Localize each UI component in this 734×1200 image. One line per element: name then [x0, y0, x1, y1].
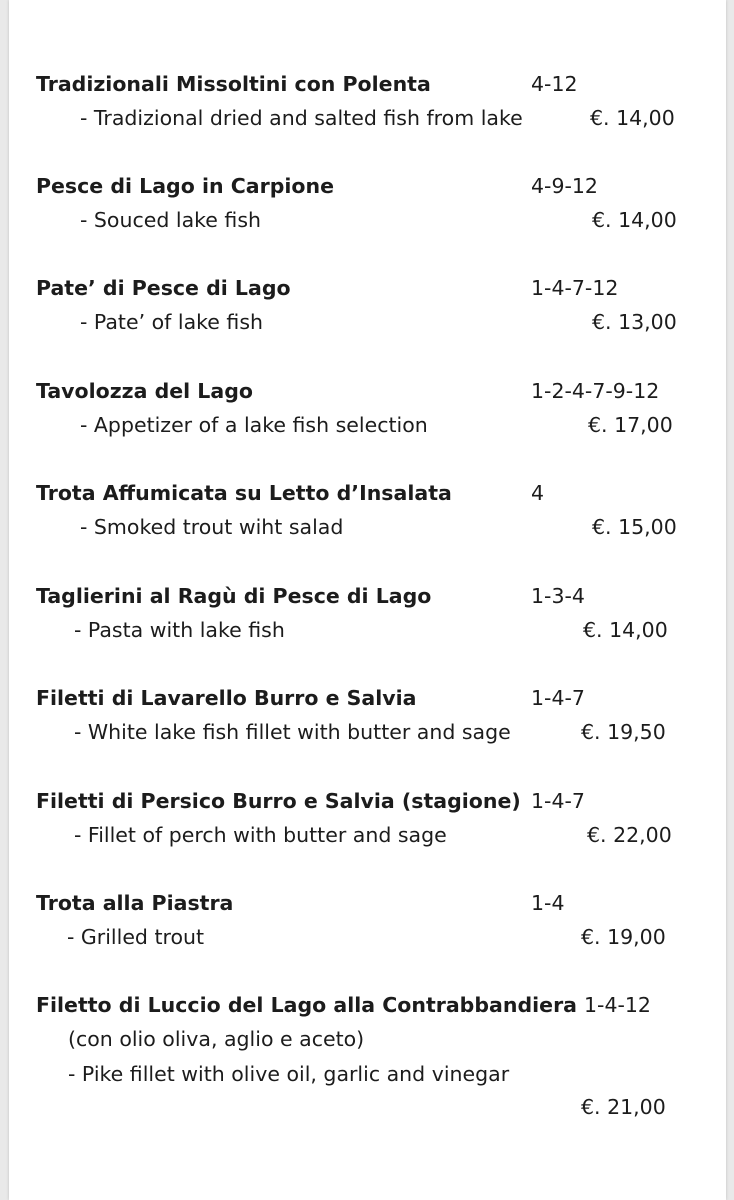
- dish-description: - White lake fish fillet with butter and sage: [74, 720, 511, 744]
- dish-price: €. 14,00: [592, 208, 677, 232]
- menu-item: [9, 584, 726, 684]
- dish-name: Filetti di Lavarello Burro e Salvia: [36, 686, 417, 710]
- dish-description: - Fillet of perch with butter and sage: [74, 823, 447, 847]
- dish-name: Filetto di Luccio del Lago alla Contrabbandiera: [36, 993, 578, 1017]
- dish-description: - Pate’ of lake fish: [80, 310, 263, 334]
- menu-page: [9, 0, 726, 1200]
- dish-name: Pate’ di Pesce di Lago: [36, 276, 291, 300]
- dish-description: - Pike fillet with olive oil, garlic and vinegar: [68, 1062, 510, 1086]
- dish-description: - Grilled trout: [67, 925, 205, 949]
- dish-price: €. 15,00: [592, 515, 677, 539]
- dish-price: €. 14,00: [590, 106, 675, 130]
- menu-item: [9, 481, 726, 581]
- allergen-codes: 4-9-12: [531, 174, 598, 198]
- dish-name: Tavolozza del Lago: [36, 379, 253, 403]
- allergen-codes: 1-4-7: [531, 789, 585, 813]
- menu-item: [9, 686, 726, 786]
- dish-price: €. 21,00: [581, 1095, 666, 1119]
- menu-item: [9, 276, 726, 376]
- dish-price: €. 19,00: [581, 925, 666, 949]
- allergen-codes: 1-4-7-12: [531, 276, 619, 300]
- allergen-codes: 1-4: [531, 891, 565, 915]
- menu-item: [9, 379, 726, 479]
- dish-description: - Tradizional dried and salted fish from lake: [80, 106, 523, 130]
- dish-description: - Smoked trout wiht salad: [80, 515, 344, 539]
- menu-item: [9, 174, 726, 274]
- allergen-codes: 1-4-7: [531, 686, 585, 710]
- dish-price: €. 14,00: [583, 618, 668, 642]
- dish-price: €. 17,00: [588, 413, 673, 437]
- allergen-codes: 4: [531, 481, 545, 505]
- dish-note: (con olio oliva, aglio e aceto): [68, 1027, 365, 1051]
- dish-name: Taglierini al Ragù di Pesce di Lago: [36, 584, 432, 608]
- allergen-codes: 1-3-4: [531, 584, 585, 608]
- dish-price: €. 22,00: [587, 823, 672, 847]
- allergen-codes: 1-2-4-7-9-12: [531, 379, 660, 403]
- dish-price: €. 19,50: [581, 720, 666, 744]
- allergen-codes: 1-4-12: [584, 993, 651, 1017]
- menu-item: [9, 72, 726, 172]
- dish-description: - Pasta with lake fish: [74, 618, 285, 642]
- dish-price: €. 13,00: [592, 310, 677, 334]
- dish-description: - Souced lake fish: [80, 208, 261, 232]
- menu-item: [9, 789, 726, 889]
- menu-item: [9, 993, 726, 1133]
- dish-name: Tradizionali Missoltini con Polenta: [36, 72, 431, 96]
- dish-name: Pesce di Lago in Carpione: [36, 174, 334, 198]
- menu-item: [9, 891, 726, 991]
- dish-name: Filetti di Persico Burro e Salvia (stagione): [36, 789, 521, 813]
- dish-name: Trota Affumicata su Letto d’Insalata: [36, 481, 452, 505]
- allergen-codes: 4-12: [531, 72, 578, 96]
- dish-description: - Appetizer of a lake fish selection: [80, 413, 428, 437]
- dish-name: Trota alla Piastra: [36, 891, 234, 915]
